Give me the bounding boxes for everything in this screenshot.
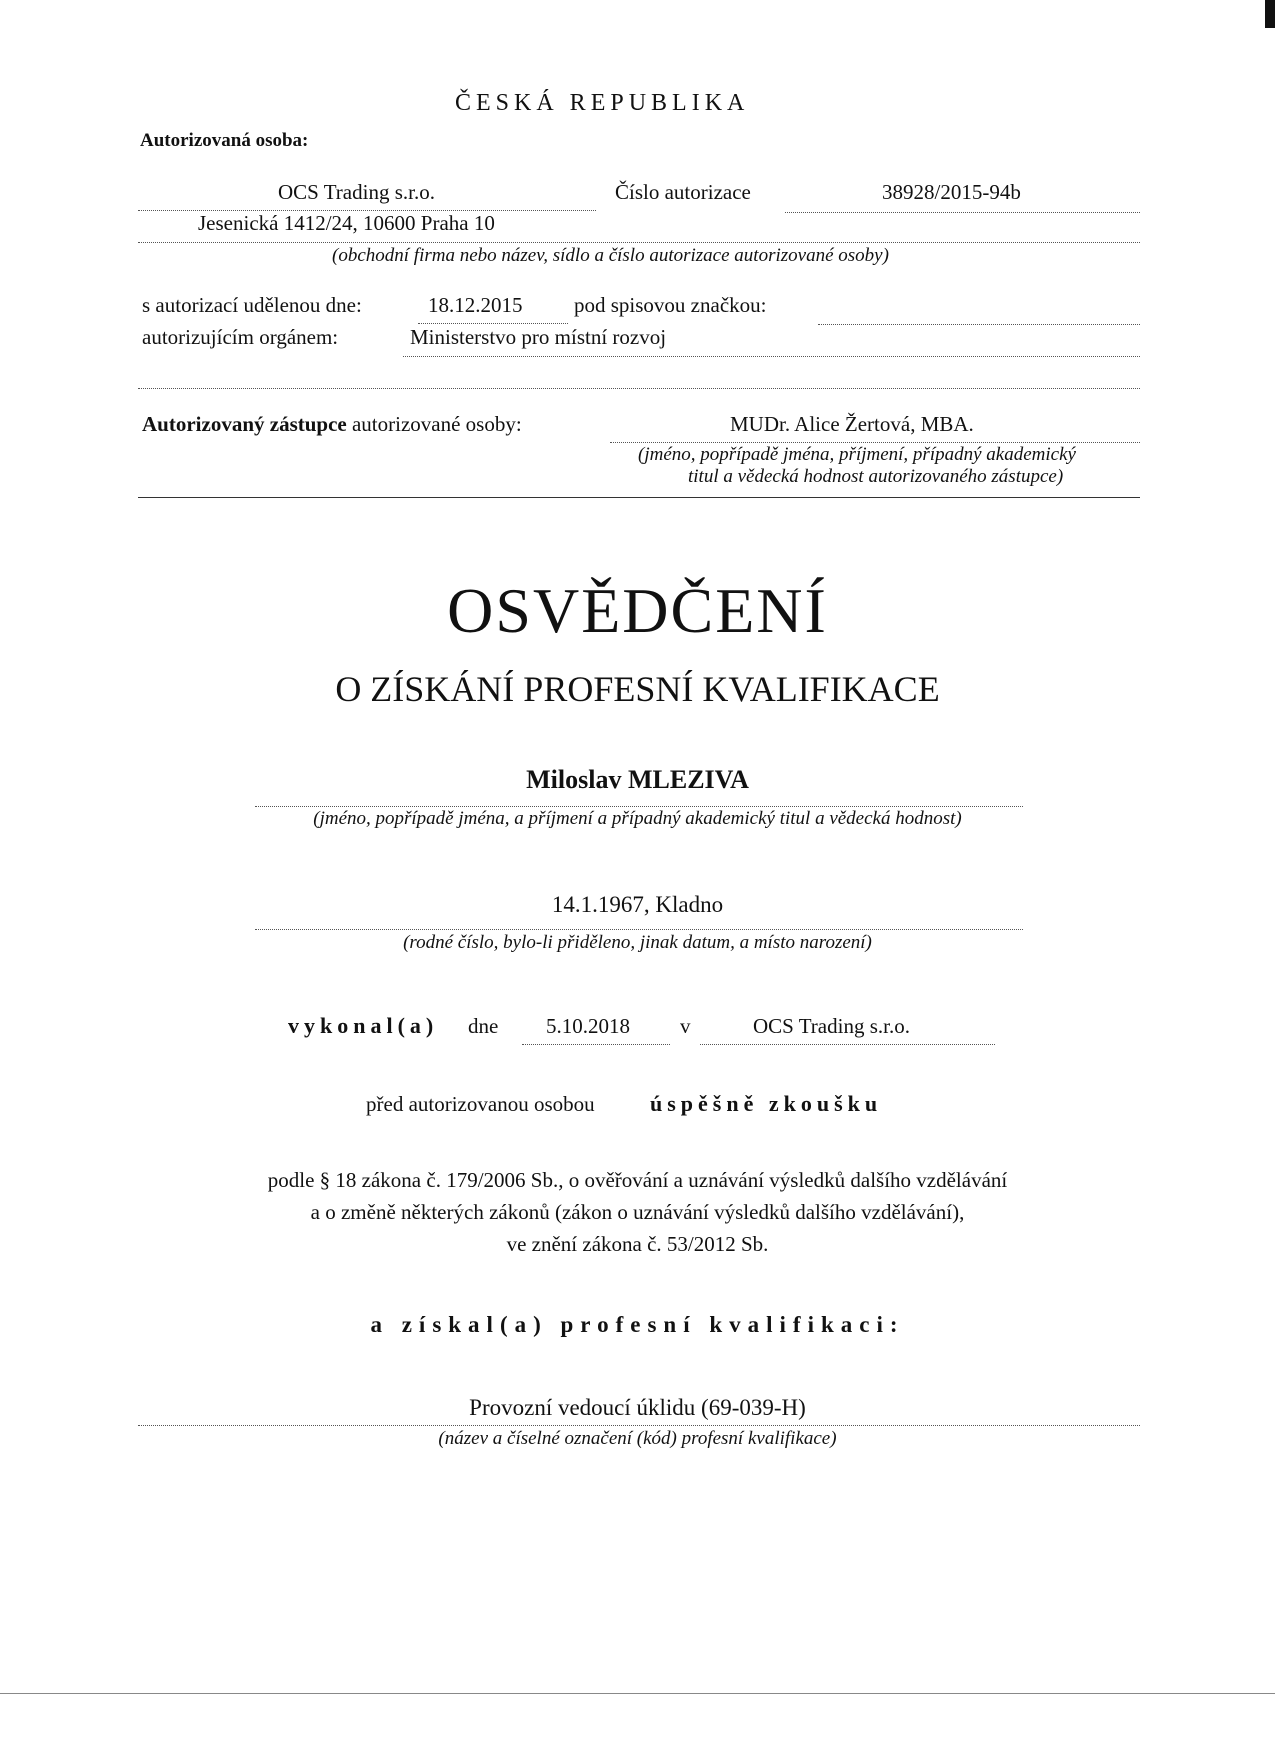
- header-separator: [138, 497, 1140, 498]
- exam-place-line: [700, 1044, 995, 1045]
- authority-name: Ministerstvo pro místní rozvoj: [410, 325, 667, 349]
- representative-label-rest: autorizované osoby:: [351, 412, 522, 436]
- law-line-3: ve znění zákona č. 53/2012 Sb.: [506, 1232, 769, 1256]
- on-label: dne: [468, 1014, 499, 1038]
- qualification-line: [138, 1425, 1140, 1426]
- file-mark-label: pod spisovou značkou:: [574, 293, 767, 317]
- success-text: úspěšně zkoušku: [650, 1091, 883, 1116]
- authority-line: [403, 356, 1140, 357]
- company-address: Jesenická 1412/24, 10600 Praha 10: [198, 211, 495, 235]
- representative-label-bold: Autorizovaný zástupce: [142, 412, 347, 436]
- blank-line: [138, 388, 1140, 389]
- granted-date: 18.12.2015: [428, 293, 523, 317]
- exam-date-line: [522, 1044, 670, 1045]
- exam-place: OCS Trading s.r.o.: [753, 1014, 910, 1038]
- company-name: OCS Trading s.r.o.: [278, 180, 435, 204]
- holder-birth-caption: (rodné číslo, bylo-li přiděleno, jinak datum, a místo narození): [403, 932, 872, 953]
- holder-birth: 14.1.1967, Kladno: [551, 892, 724, 917]
- granted-label: s autorizací udělenou dne:: [142, 293, 362, 317]
- law-line-1: podle § 18 zákona č. 179/2006 Sb., o ověřování a uznávání výsledků dalšího vzdělávání: [267, 1168, 1008, 1192]
- certificate-subtitle: O ZÍSKÁNÍ PROFESNÍ KVALIFIKACE: [335, 669, 940, 709]
- qualification-heading: a získal(a) profesní kvalifikaci:: [370, 1312, 905, 1337]
- representative-name: MUDr. Alice Žertová, MBA.: [730, 412, 974, 436]
- scan-edge-line: [0, 1693, 1275, 1694]
- performed-label: vykonal(a): [288, 1013, 439, 1038]
- authority-label: autorizujícím orgánem:: [142, 325, 339, 349]
- authorization-number: 38928/2015-94b: [882, 180, 1021, 204]
- scan-edge-mark: [1265, 0, 1275, 28]
- before-text: před autorizovanou osobou: [366, 1092, 595, 1116]
- at-label: v: [680, 1014, 691, 1038]
- file-mark-line: [818, 324, 1140, 325]
- law-line-2: a o změně některých zákonů (zákon o uznávání výsledků dalšího vzdělávání),: [310, 1200, 965, 1224]
- representative-line: [610, 442, 1140, 443]
- granted-date-line: [418, 323, 568, 324]
- authorization-number-label: Číslo autorizace: [615, 180, 751, 204]
- holder-name: Miloslav MLEZIVA: [526, 765, 749, 794]
- holder-birth-line: [255, 929, 1023, 930]
- authorization-number-line: [785, 212, 1140, 213]
- company-caption: (obchodní firma nebo název, sídlo a číslo autorizace autorizované osoby): [332, 245, 889, 266]
- qualification-name: Provozní vedoucí úklidu (69-039-H): [469, 1395, 806, 1420]
- country-heading: ČESKÁ REPUBLIKA: [455, 90, 750, 116]
- representative-caption-2: titul a vědecká hodnost autorizovaného zástupce): [688, 466, 1064, 487]
- authorized-person-label: Autorizovaná osoba:: [140, 130, 309, 151]
- representative-caption-1: (jméno, popřípadě jména, příjmení, případný akademický: [638, 444, 1076, 465]
- address-line: [138, 242, 1140, 243]
- exam-date: 5.10.2018: [546, 1014, 630, 1038]
- representative-label: [142, 412, 522, 437]
- certificate-title: OSVĚDČENÍ: [447, 575, 828, 646]
- holder-name-caption: (jméno, popřípadě jména, a příjmení a případný akademický titul a vědecká hodnost): [313, 808, 962, 829]
- holder-name-line: [255, 806, 1023, 807]
- qualification-caption: (název a číselné označení (kód) profesní kvalifikace): [438, 1428, 837, 1449]
